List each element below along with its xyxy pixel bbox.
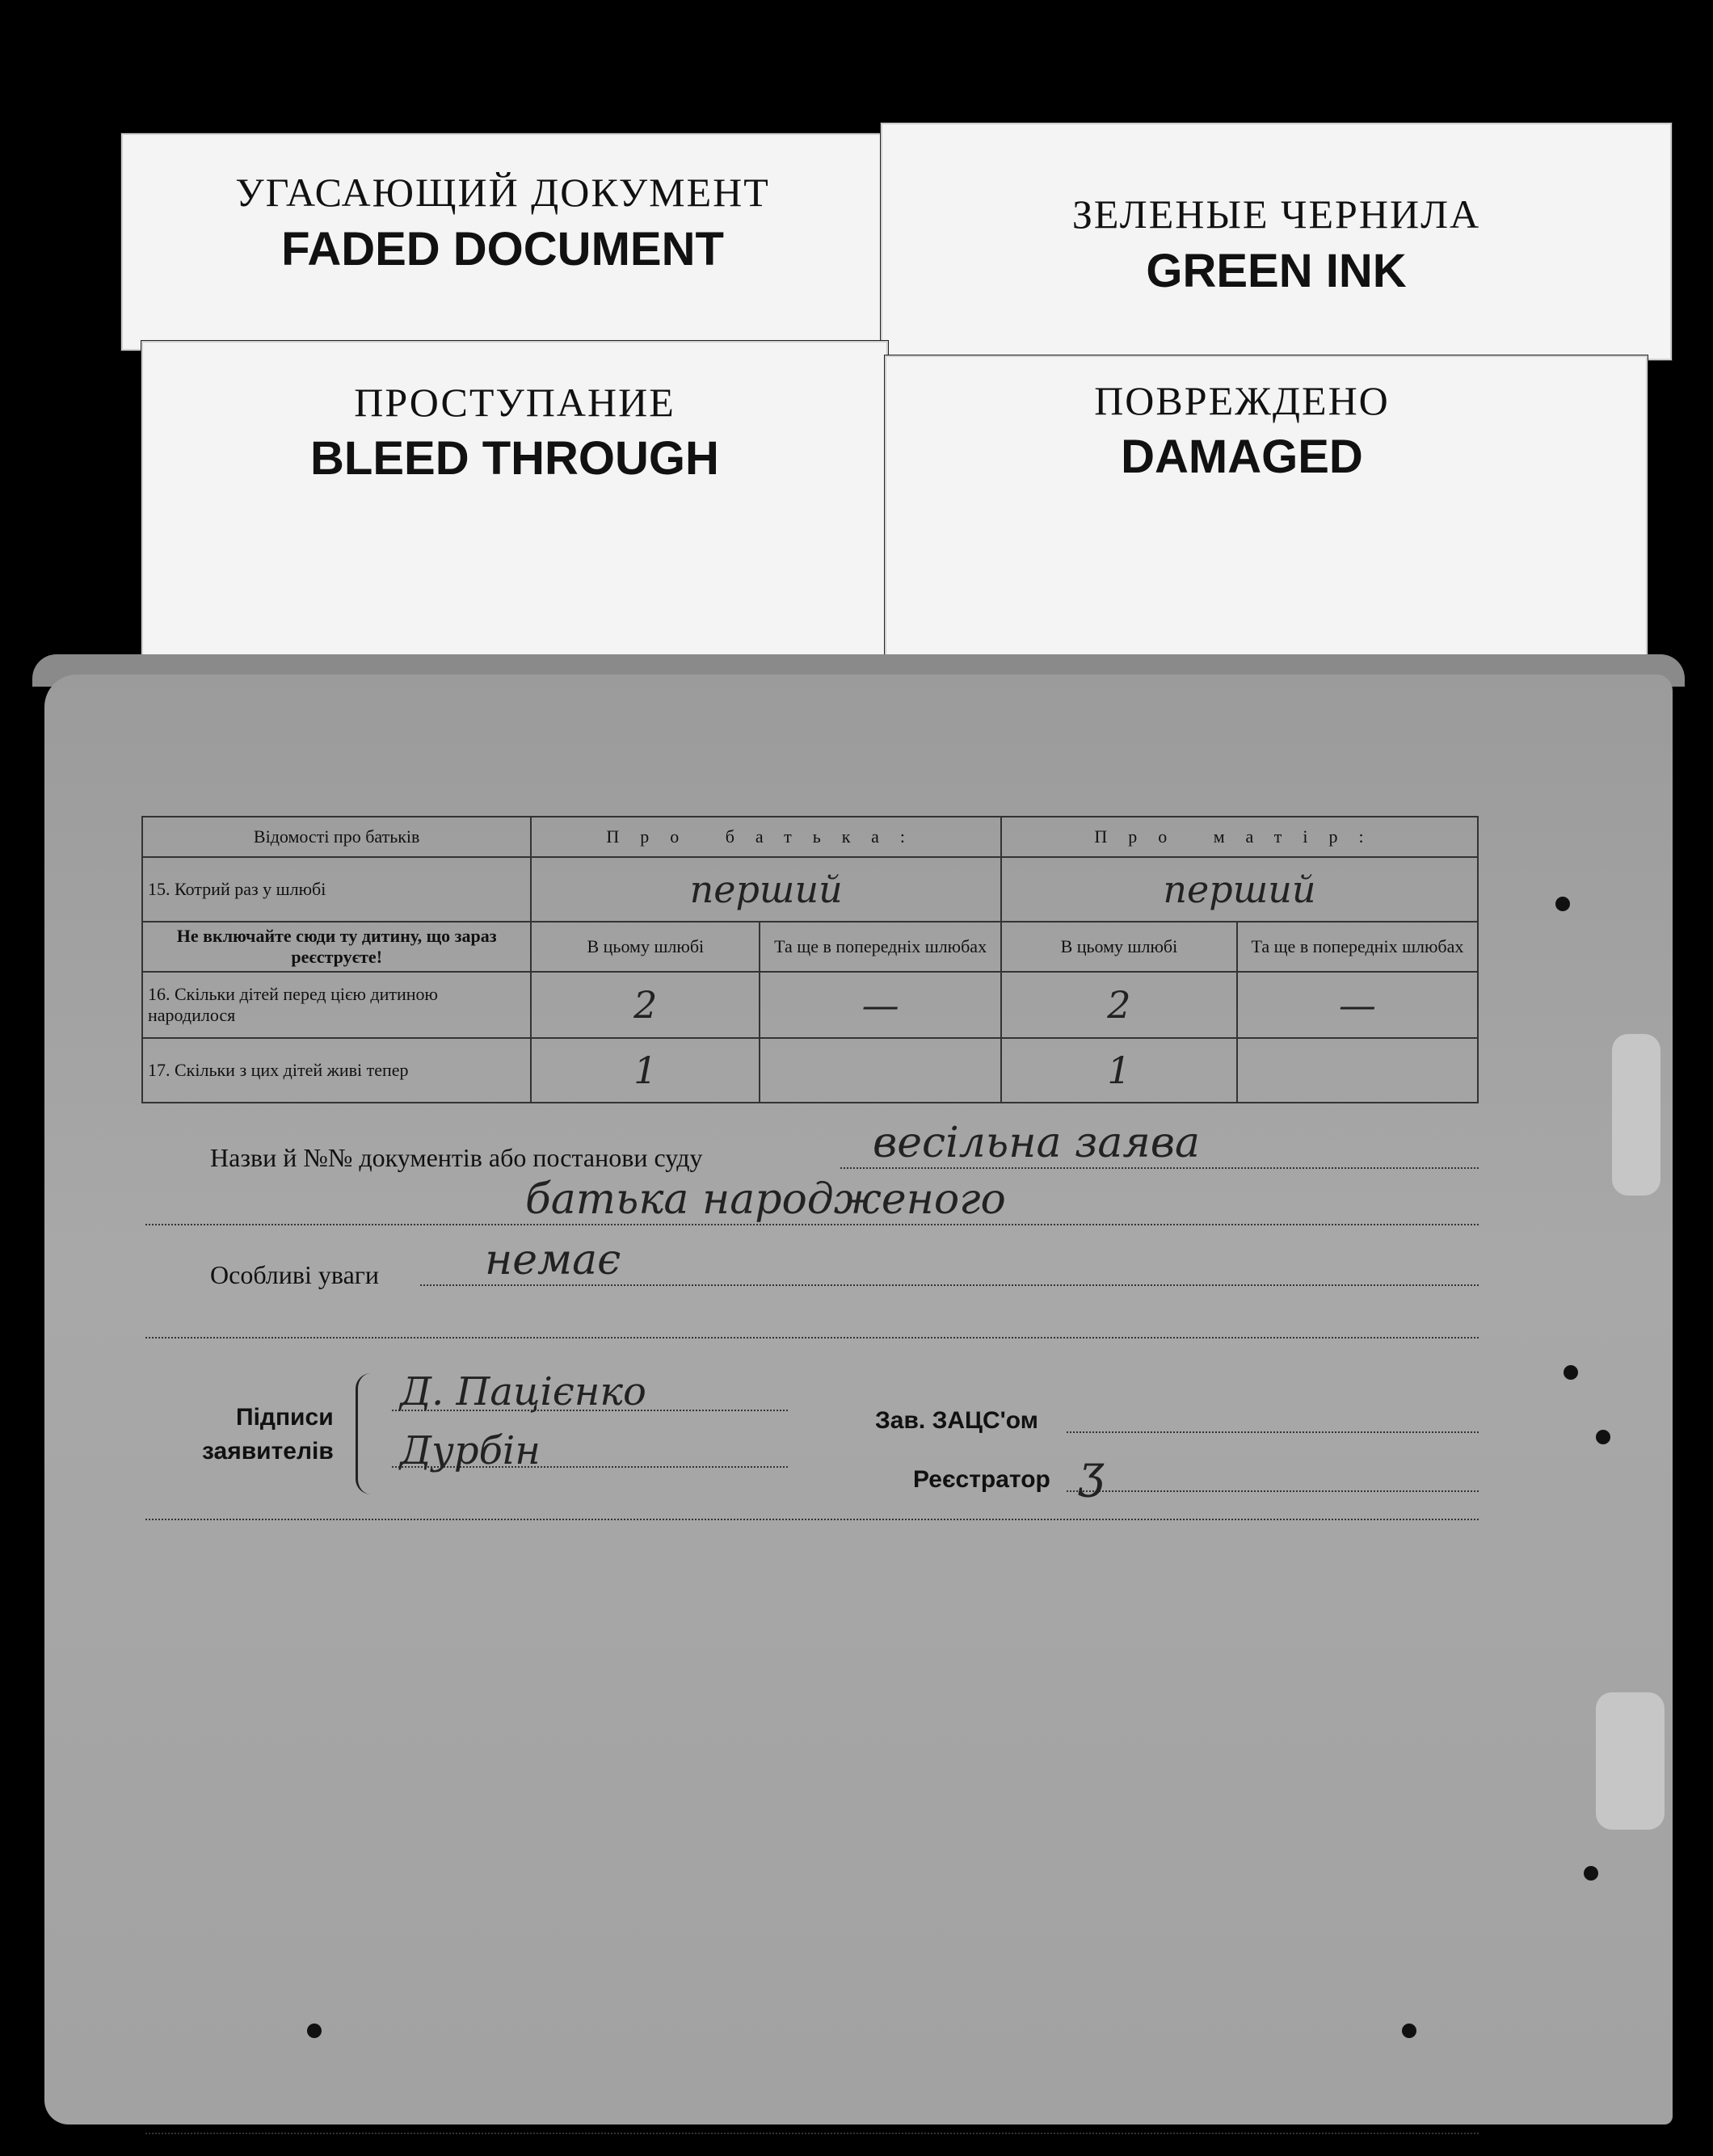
green-ink-ru: ЗЕЛЕНЫЕ ЧЕРНИЛА — [1071, 191, 1481, 237]
registrar-label: Реєстратор — [913, 1466, 1050, 1493]
row-16 — [142, 972, 1478, 1038]
damaged-ru: ПОВРЕЖДЕНО — [1094, 378, 1390, 423]
row-15-mother-value: перший — [1001, 857, 1478, 922]
signature-2: Дурбін — [400, 1428, 541, 1473]
zags-line — [1067, 1431, 1479, 1433]
mother-this-marriage-header: В цьому шлюбі — [1001, 922, 1237, 972]
green-ink-card — [881, 123, 1672, 360]
row-16-mother-prev: — — [1237, 972, 1478, 1038]
bleed-through-en: BLEED THROUGH — [310, 432, 719, 485]
torn-edge — [1596, 1692, 1665, 1830]
documents-line-1 — [840, 1167, 1479, 1169]
damage-hole — [1555, 897, 1570, 911]
bleed-through-card — [141, 341, 888, 661]
row-17-mother-this: 1 — [1001, 1038, 1237, 1103]
parents-info-header: Відомості про батьків — [142, 817, 531, 857]
father-this-marriage-header: В цьому шлюбі — [531, 922, 760, 972]
row-17-label: 17. Скільки з цих дітей живі тепер — [142, 1038, 531, 1103]
row-15-father-value: перший — [531, 857, 1001, 922]
registrar-line — [1067, 1490, 1479, 1492]
row-16-label: 16. Скільки дітей перед цією дитиною народилося — [142, 972, 531, 1038]
remarks-label: Особливі уваги — [210, 1260, 380, 1289]
damage-hole — [1564, 1365, 1578, 1380]
mother-prev-marriages-header: Та ще в попередніх шлюбах — [1237, 922, 1478, 972]
green-ink-en: GREEN INK — [1146, 245, 1407, 297]
signatures-brace — [356, 1373, 371, 1494]
documents-value-1: весільна заява — [873, 1119, 1201, 1167]
mother-header: Про матір: — [1001, 817, 1478, 857]
damage-hole — [1596, 1430, 1610, 1444]
zags-label: Зав. ЗАЦС'ом — [875, 1407, 1038, 1434]
remarks-line — [420, 1284, 1479, 1286]
parents-info-table — [141, 816, 1479, 1103]
father-prev-marriages-header: Та ще в попередніх шлюбах — [760, 922, 1001, 972]
note-text: Не включайте сюди ту дитину, що зараз реєструєте! — [142, 922, 531, 972]
row-16-mother-this: 2 — [1001, 972, 1237, 1038]
signatures-label-1: Підписи — [236, 1404, 334, 1431]
remarks-line-2 — [145, 1337, 1479, 1339]
faded-document-en: FADED DOCUMENT — [281, 223, 724, 275]
row-16-father-this: 2 — [531, 972, 760, 1038]
row-17 — [142, 1038, 1478, 1103]
damage-hole — [1402, 2024, 1416, 2038]
faded-document-ru: УГАСАЮЩИЙ ДОКУМЕНТ — [235, 170, 770, 215]
damage-hole — [1584, 1866, 1598, 1881]
table-header-row — [142, 817, 1478, 857]
registrar-signature-mark: ʒ — [1079, 1446, 1105, 1498]
documents-line-2 — [145, 1224, 1479, 1225]
footer-line — [145, 2133, 1479, 2134]
damaged-en: DAMAGED — [1121, 431, 1363, 483]
bleed-through-ru: ПРОСТУПАНИЕ — [354, 380, 676, 425]
father-header: Про батька: — [531, 817, 1001, 857]
signature-1: Д. Пацієнко — [400, 1369, 646, 1414]
documents-label: Назви й №№ документів або постанови суду — [210, 1143, 703, 1172]
row-16-father-prev: — — [760, 972, 1001, 1038]
signatures-label-2: заявителів — [202, 1438, 334, 1465]
faded-document-card — [121, 133, 884, 351]
damage-hole — [307, 2024, 322, 2038]
row-17-mother-prev — [1237, 1038, 1478, 1103]
remarks-value: немає — [485, 1236, 621, 1284]
row-15 — [142, 857, 1478, 922]
documents-value-2: батька народженого — [525, 1175, 1006, 1224]
row-17-father-prev — [760, 1038, 1001, 1103]
note-row — [142, 922, 1478, 972]
bottom-line — [145, 1519, 1479, 1520]
torn-edge — [1612, 1034, 1660, 1196]
row-17-father-this: 1 — [531, 1038, 760, 1103]
row-15-label: 15. Котрий раз у шлюбі — [142, 857, 531, 922]
damaged-card — [885, 355, 1648, 670]
